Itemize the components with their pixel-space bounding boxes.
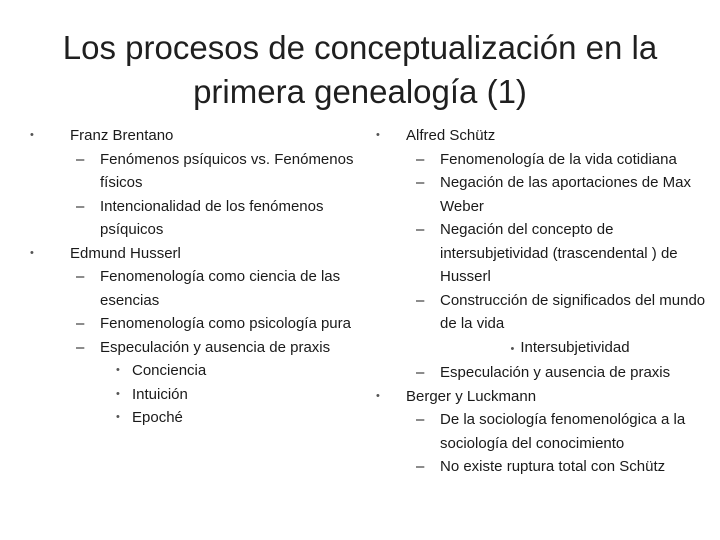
- bullet-label: Franz Brentano: [70, 127, 174, 144]
- dash-icon: –: [76, 338, 85, 356]
- bullet-icon: •: [116, 411, 120, 423]
- bullet-brentano: [24, 124, 364, 148]
- bullet-berger-luckmann: [370, 385, 710, 409]
- dash-icon: –: [76, 197, 85, 215]
- sub-item: – De la sociología fenomenológica a la sociología del conocimiento: [370, 408, 710, 455]
- dash-icon: –: [416, 150, 425, 168]
- sub-sub-item: • Intersubjetividad: [510, 338, 630, 356]
- sub-item: – Fenomenología como ciencia de las esencias: [24, 265, 364, 312]
- sub-item: – Especulación y ausencia de praxis: [24, 336, 364, 360]
- bullet-icon: •: [30, 246, 34, 259]
- sub-item: – Especulación y ausencia de praxis: [370, 361, 710, 385]
- bullet-label: Berger y Luckmann: [406, 387, 537, 405]
- dash-icon: –: [416, 458, 425, 475]
- bullet-icon: •: [116, 364, 120, 376]
- slide-title: [40, 26, 680, 114]
- sub-item: – Construcción de significados del mundo de la vida: [370, 289, 710, 336]
- title-line-1: Los procesos de conceptualización en la: [62, 29, 658, 66]
- bullet-schutz: [370, 124, 710, 148]
- dash-icon: –: [416, 411, 425, 428]
- dash-icon: –: [416, 364, 425, 381]
- sub-item: – Negación del concepto de intersubjetividad (trascendental ) de Husserl: [370, 218, 710, 289]
- sub-item: – No existe ruptura total con Schütz: [370, 455, 710, 479]
- sub-sub-item: • Intuición: [24, 383, 364, 407]
- sub-item: – Fenomenología como psicología pura: [24, 312, 364, 336]
- dash-icon: –: [416, 291, 425, 309]
- dash-icon: –: [76, 150, 85, 168]
- sub-sub-item: • Conciencia: [24, 359, 364, 383]
- dash-icon: –: [76, 315, 85, 332]
- sub-item: – Negación de las aportaciones de Max Weber: [370, 171, 710, 218]
- bullet-label: Edmund Husserl: [70, 244, 181, 262]
- sub-item: – Fenomenología de la vida cotidiana: [370, 148, 710, 172]
- left-column: [24, 124, 364, 430]
- bullet-icon: •: [376, 129, 380, 141]
- right-column: [370, 124, 710, 479]
- bullet-icon: •: [510, 342, 515, 355]
- sub-item: – Intencionalidad de los fenómenos psíquicos: [24, 195, 364, 242]
- bullet-label: Alfred Schütz: [406, 127, 496, 144]
- sub-item: – Fenómenos psíquicos vs. Fenómenos físicos: [24, 148, 364, 195]
- dash-icon: –: [416, 221, 425, 238]
- sub-sub-item: • Epoché: [24, 406, 364, 430]
- title-line-2: primera genealogía (1): [193, 73, 527, 110]
- bullet-husserl: [24, 242, 364, 266]
- dash-icon: –: [416, 174, 425, 191]
- dash-icon: –: [76, 268, 85, 285]
- bullet-icon: •: [116, 387, 120, 400]
- bullet-icon: •: [376, 389, 380, 402]
- bullet-icon: •: [30, 129, 34, 141]
